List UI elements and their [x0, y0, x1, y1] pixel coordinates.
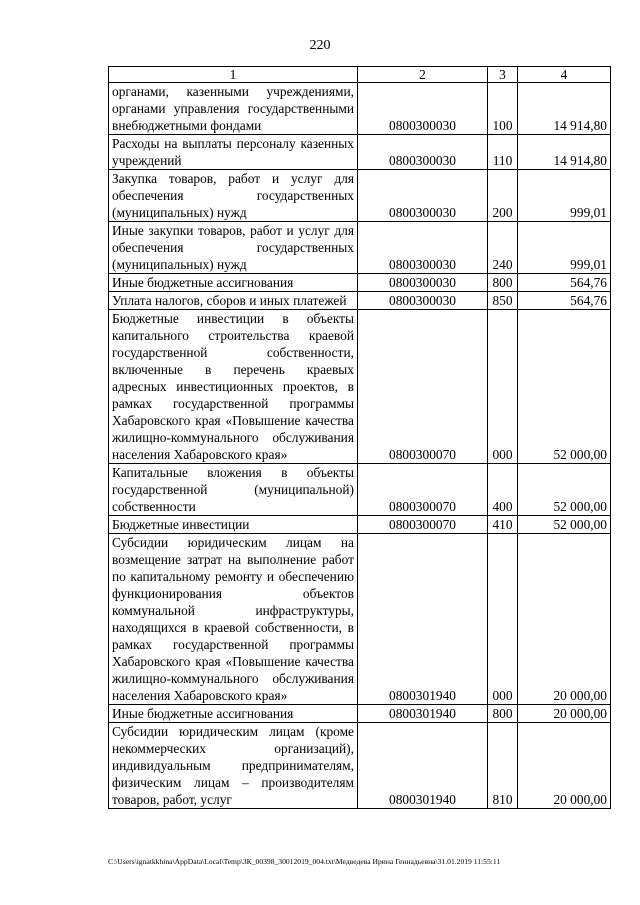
- table-row: [109, 534, 611, 705]
- row-description: Иные закупки товаров, работ и услуг для обеспечения государственных (муниципальных) нужд: [109, 222, 358, 274]
- table-row: [109, 464, 611, 516]
- row-amount: 564,76: [518, 292, 611, 310]
- row-kind: 800: [488, 705, 518, 723]
- row-description: Бюджетные инвестиции: [109, 516, 358, 534]
- row-code: 0800301940: [358, 723, 488, 809]
- row-amount: 14 914,80: [518, 135, 611, 170]
- table-row: [109, 170, 611, 222]
- row-code: 0800301940: [358, 534, 488, 705]
- row-description: Субсидии юридическим лицам на возмещение затрат на выполнение работ по капитальному ремонту и обеспечению функционирования объектов коммунальной инфраструктуры, находящихся в краевой собственности, в рамках государственной программы Хабаровского края «Повышение качества жилищно-коммунального обслуживания населения Хабаровского края»: [109, 534, 358, 705]
- row-amount: 564,76: [518, 274, 611, 292]
- table-row: [109, 310, 611, 464]
- row-code: 0800300030: [358, 274, 488, 292]
- row-amount: 20 000,00: [518, 705, 611, 723]
- row-description: Уплата налогов, сборов и иных платежей: [109, 292, 358, 310]
- row-code: 0800300070: [358, 310, 488, 464]
- row-description: Капитальные вложения в объекты государственной (муниципальной) собственности: [109, 464, 358, 516]
- row-description: Бюджетные инвестиции в объекты капитального строительства краевой государственной собственности, включенные в перечень краевых адресных инвестиционных проектов, в рамках государственной программы Хабаровского края «Повышение качества жилищно-коммунального обслуживания населения Хабаровского края»: [109, 310, 358, 464]
- row-code: 0800300030: [358, 83, 488, 135]
- row-amount: 20 000,00: [518, 723, 611, 809]
- row-kind: 000: [488, 310, 518, 464]
- table-row: [109, 135, 611, 170]
- table-row: [109, 723, 611, 809]
- row-amount: 52 000,00: [518, 310, 611, 464]
- row-amount: 52 000,00: [518, 516, 611, 534]
- row-description: Иные бюджетные ассигнования: [109, 274, 358, 292]
- table-row: [109, 83, 611, 135]
- row-code: 0800300030: [358, 135, 488, 170]
- row-code: 0800300070: [358, 516, 488, 534]
- row-code: 0800300030: [358, 222, 488, 274]
- row-description: Иные бюджетные ассигнования: [109, 705, 358, 723]
- table-row: [109, 222, 611, 274]
- row-amount: 20 000,00: [518, 534, 611, 705]
- row-amount: 999,01: [518, 170, 611, 222]
- row-amount: 52 000,00: [518, 464, 611, 516]
- table-row: [109, 705, 611, 723]
- row-code: 0800300030: [358, 292, 488, 310]
- header-description: 1: [109, 67, 358, 83]
- row-description: Закупка товаров, работ и услуг для обеспечения государственных (муниципальных) нужд: [109, 170, 358, 222]
- table-row: [109, 516, 611, 534]
- row-kind: 810: [488, 723, 518, 809]
- row-code: 0800300070: [358, 464, 488, 516]
- table-row: [109, 274, 611, 292]
- row-description: Субсидии юридическим лицам (кроме некоммерческих организаций), индивидуальным предпринимателям, физическим лицам – производителям товаров, работ, услуг: [109, 723, 358, 809]
- row-kind: 000: [488, 534, 518, 705]
- row-description: Расходы на выплаты персоналу казенных учреждений: [109, 135, 358, 170]
- row-code: 0800300030: [358, 170, 488, 222]
- row-description: органами, казенными учреждениями, органами управления государственными внебюджетными фондами: [109, 83, 358, 135]
- table-header-row: [109, 67, 611, 83]
- row-kind: 100: [488, 83, 518, 135]
- row-kind: 200: [488, 170, 518, 222]
- row-kind: 110: [488, 135, 518, 170]
- row-kind: 410: [488, 516, 518, 534]
- header-code: 2: [358, 67, 488, 83]
- header-amount: 4: [518, 67, 611, 83]
- footer-file-path: C:\Users\ignatkkhina\AppData\Local\Temp\ЗК_00398_30012019_004.txt\Медведева Ирина Геннадьевна\31.01.2019 11:55:11: [108, 857, 501, 866]
- row-kind: 240: [488, 222, 518, 274]
- row-amount: 999,01: [518, 222, 611, 274]
- row-amount: 14 914,80: [518, 83, 611, 135]
- row-kind: 850: [488, 292, 518, 310]
- row-kind: 400: [488, 464, 518, 516]
- budget-table: [108, 66, 611, 809]
- table-row: [109, 292, 611, 310]
- row-kind: 800: [488, 274, 518, 292]
- row-code: 0800301940: [358, 705, 488, 723]
- page-number: 220: [309, 38, 331, 53]
- header-kind: 3: [488, 67, 518, 83]
